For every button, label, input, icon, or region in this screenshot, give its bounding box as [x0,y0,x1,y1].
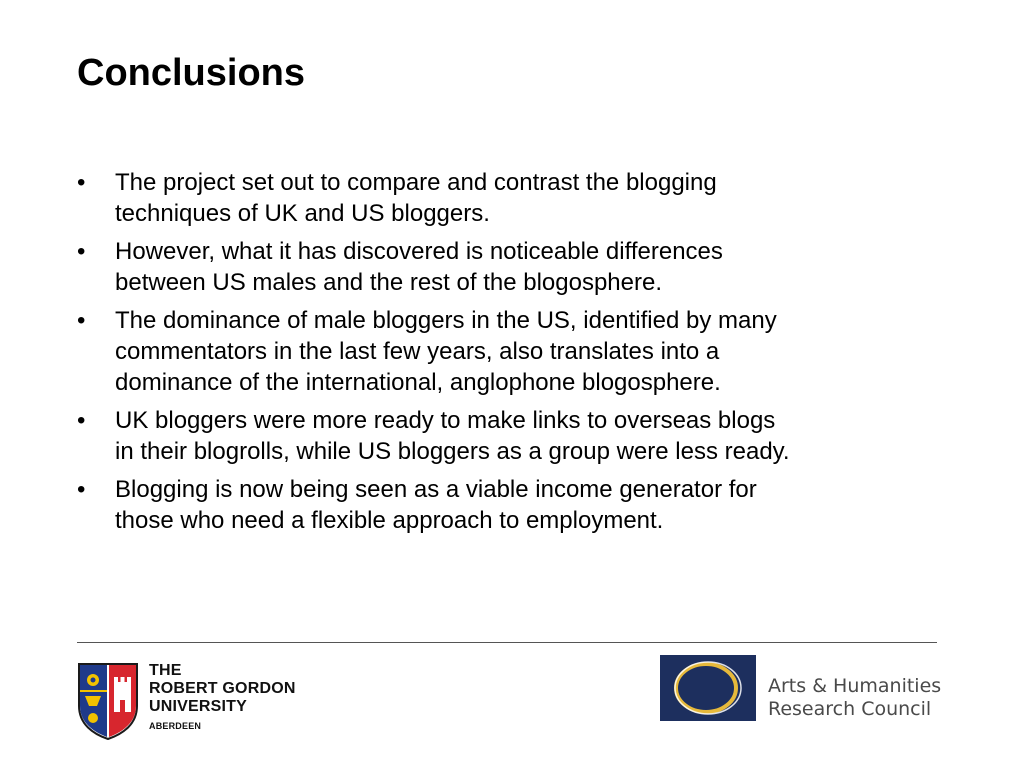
slide-title: Conclusions [77,52,306,94]
bullet-line: Blogging is now being seen as a viable income generator for [115,476,757,503]
rgu-line-city: ABERDEEN [149,721,202,731]
ahrc-line-1: Arts & Humanities [768,675,942,697]
rgu-line-name: ROBERT GORDON [149,680,296,697]
rgu-logo [77,662,297,742]
bullet-line: The project set out to compare and contrast the blogging [115,169,717,196]
bullet-marker: • [77,407,86,434]
bullet-line: techniques of UK and US bloggers. [115,200,490,227]
bullet-line: dominance of the international, anglophone blogosphere. [115,369,721,396]
bullet-line: those who need a flexible approach to employment. [115,507,664,534]
rgu-wordmark [149,662,296,734]
ahrc-ring-icon [660,655,756,721]
bullet-marker: • [77,169,86,196]
bullet-line: commentators in the last few years, also translates into a [115,338,720,365]
bullet-line: UK bloggers were more ready to make links to overseas blogs [115,407,776,434]
ahrc-wordmark [768,675,941,721]
bullet-line: However, what it has discovered is noticeable differences [115,238,723,265]
footer-divider [77,642,937,643]
ahrc-logo [660,655,950,721]
rgu-shield-icon [77,662,139,740]
bullet-item [77,474,947,536]
rgu-line-university: UNIVERSITY [149,698,248,715]
bullet-marker: • [77,238,86,265]
bullet-line: The dominance of male bloggers in the US, identified by many [115,307,777,334]
bullet-marker: • [77,307,86,334]
ahrc-line-2: Research Council [768,698,932,720]
bullet-item [77,305,947,398]
bullet-marker: • [77,476,86,503]
bullet-line: in their blogrolls, while US bloggers as a group were less ready. [115,438,790,465]
bullet-line: between US males and the rest of the blogosphere. [115,269,663,296]
rgu-line-the: THE [149,662,182,679]
bullet-item [77,236,947,298]
bullet-item [77,167,947,229]
bullet-item [77,405,947,467]
bullet-list [77,167,947,543]
